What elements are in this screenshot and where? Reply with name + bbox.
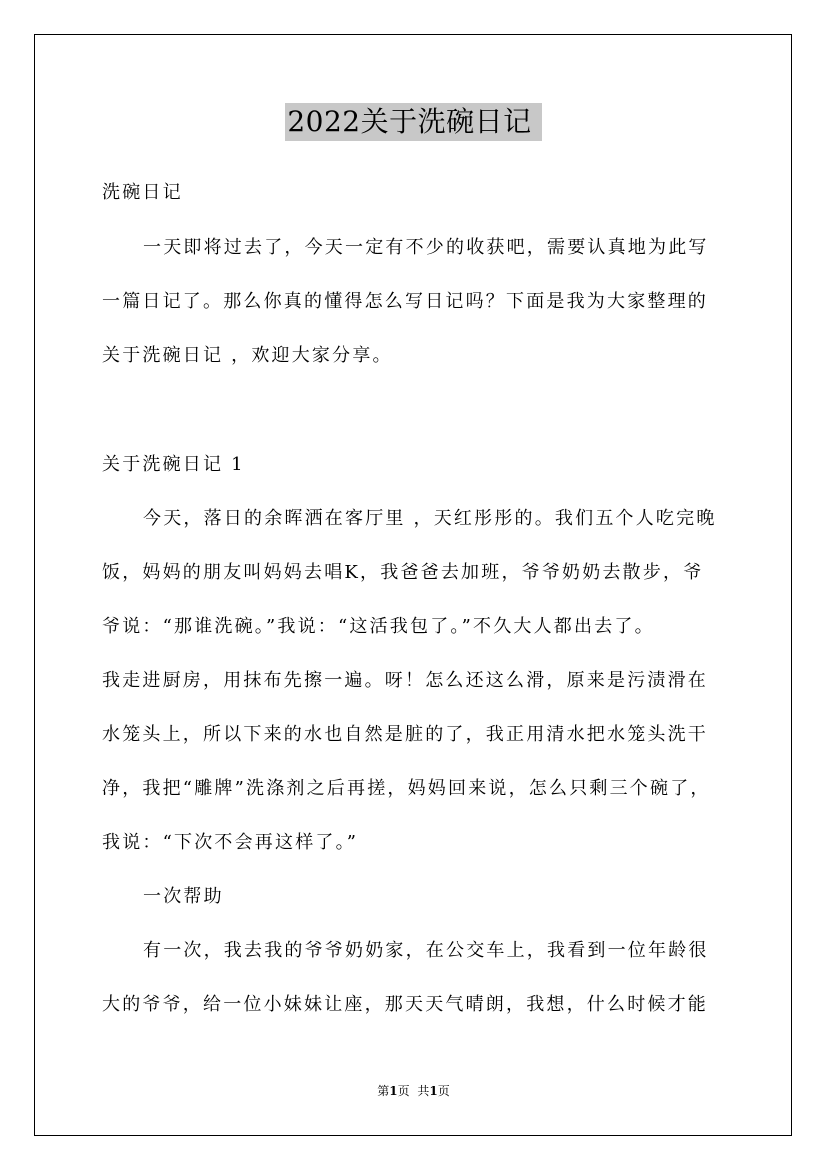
- document-title: 2022关于洗碗日记: [285, 103, 541, 141]
- total-suffix: 页: [437, 1084, 450, 1098]
- total-pages: 1: [429, 1084, 438, 1098]
- paragraph-line: 我说：“下次不会再这样了。”: [102, 832, 359, 853]
- paragraph-line: 有一次，我去我的爷爷奶奶家，在公交车上，我看到一位年龄很: [143, 940, 709, 961]
- subheading: 一次帮助: [143, 886, 224, 907]
- page-suffix: 页: [397, 1084, 410, 1098]
- paragraph-line: 爷说：“那谁洗碗。”我说：“这活我包了。”不久大人都出去了。: [102, 616, 655, 637]
- paragraph-line: 净，我把“雕牌”洗涤剂之后再搓，妈妈回来说，怎么只剩三个碗了，: [102, 778, 711, 799]
- paragraph-line: 今天，落日的余晖洒在客厅里 ，天红彤彤的。我们五个人吃完晚: [143, 508, 717, 529]
- paragraph-line: 饭，妈妈的朋友叫妈妈去唱K，我爸爸去加班，爷爷奶奶去散步，爷: [102, 562, 704, 583]
- paragraph-line: 关于洗碗日记 ，欢迎大家分享。: [102, 345, 393, 366]
- paragraph-line: 水笼头上，所以下来的水也自然是脏的了，我正用清水把水笼头洗干: [102, 724, 708, 745]
- page-number: 1: [389, 1084, 398, 1098]
- section-heading: 洗碗日记: [102, 182, 183, 203]
- title-block: [0, 103, 827, 141]
- page-prefix: 第: [377, 1084, 390, 1098]
- paragraph-line: 大的爷爷，给一位小妹妹让座，那天天气晴朗，我想，什么时候才能: [102, 994, 708, 1015]
- paragraph-line: 一篇日记了。那么你真的懂得怎么写日记吗？下面是我为大家整理的: [102, 291, 708, 312]
- section-heading: 关于洗碗日记 1: [102, 454, 245, 475]
- total-prefix: 共: [417, 1084, 430, 1098]
- page-footer: [0, 1083, 827, 1099]
- paragraph-line: 我走进厨房，用抹布先擦一遍。呀！怎么还这么滑，原来是污渍滑在: [102, 670, 708, 691]
- paragraph-line: 一天即将过去了，今天一定有不少的收获吧，需要认真地为此写: [143, 237, 709, 258]
